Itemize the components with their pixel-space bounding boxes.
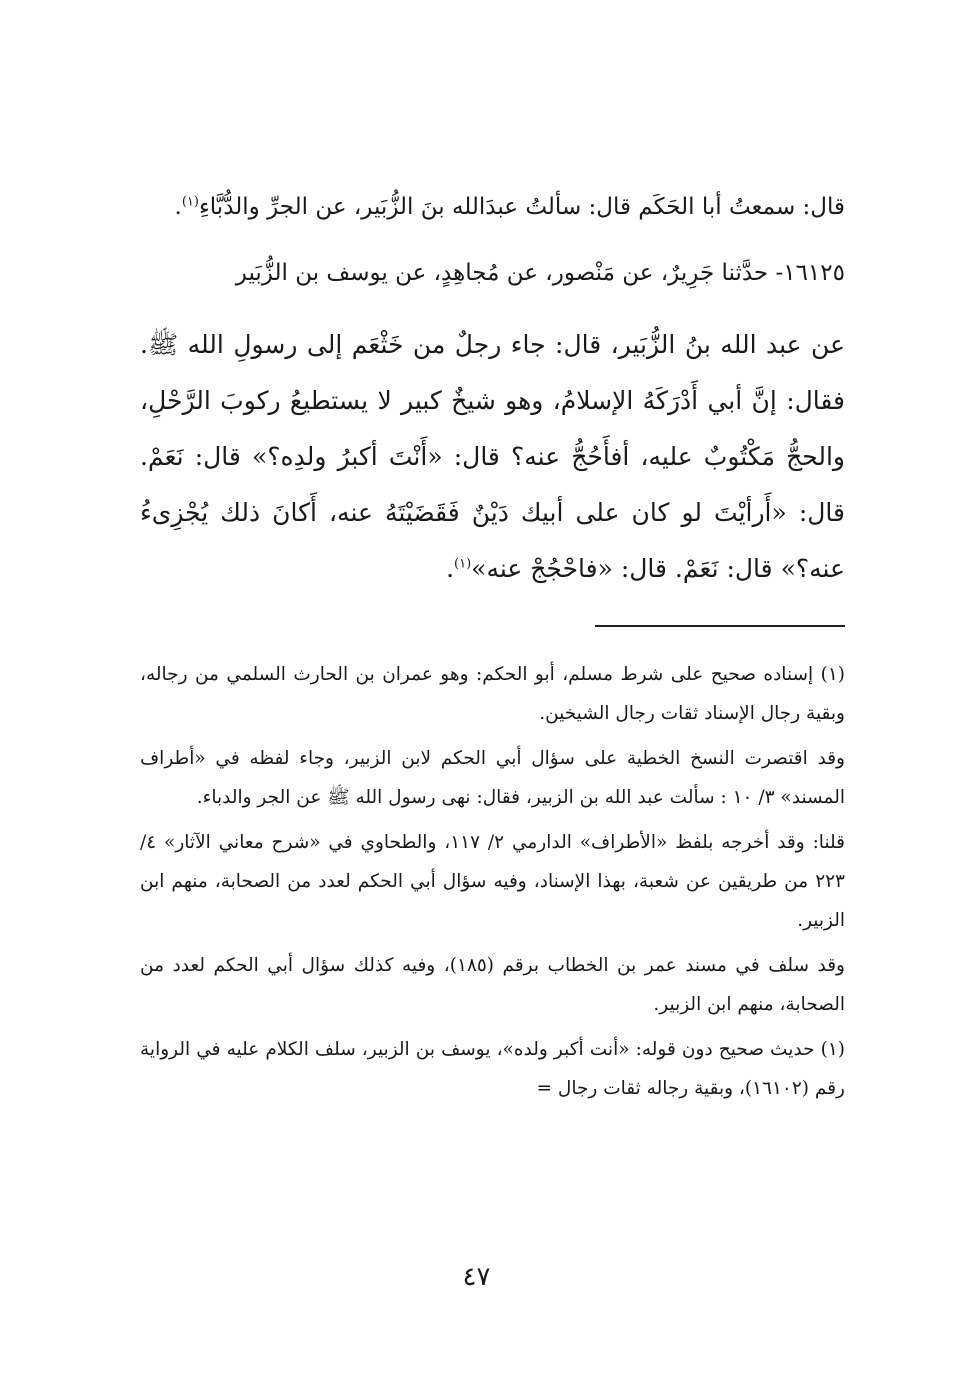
main-paragraph-1 (140, 185, 845, 229)
hadith-chain: ١٦١٢٥- حدَّثنا جَرِيرٌ، عن مَنْصور، عن مُجاهِدٍ، عن يوسف بن الزُّبَير (235, 260, 845, 286)
footnote-divider (595, 625, 845, 627)
page-body (140, 185, 845, 1114)
footnote-ref-1: (١) (181, 194, 199, 210)
footnote-2: (١) حديث صحيح دون قوله: «أنت أكبر ولده»، يوسف بن الزبير، سلف الكلام عليه في الرواية رقم (١٦١٠٢)، وبقية رجاله ثقات رجال = (140, 1039, 845, 1099)
footnote-1: (١) إسناده صحيح على شرط مسلم، أبو الحكم: وهو عمران بن الحارث السلمي من رجاله، وبقية رجال الإسناد ثقات رجال الشيخين. (140, 664, 845, 724)
footnote-1-continuation-a: وقد اقتصرت النسخ الخطية على سؤال أبي الحكم لابن الزبير، وجاء لفظه في «أطراف المسند» ٣/ ١٠ : سألت عبد الله بن الزبير، فقال: نهى رسول الله ﷺ عن الجر والدباء. (140, 748, 845, 808)
hadith-text-end: . (446, 554, 455, 583)
footnotes (140, 655, 845, 1108)
hadith-text-body: عن عبد الله بنُ الزُّبَير، قال: جاء رجلٌ من خَثْعَم إلى رسولِ الله ﷺ. فقال: إنَّ أبي أَدْرَكَهُ الإسلامُ، وهو شيخٌ كبير لا يستطيعُ ركوبَ الرَّحْلِ، والحجُّ مَكْتُوبٌ عليه، أفأَحُجُّ عنه؟ قال: «أَنْتَ أكبرُ ولدِه؟» قال: نَعَمْ. قال: «أَرأيْتَ لو كان على أبيك دَيْنٌ فَقَضَيْتَهُ عنه، أَكانَ ذلك يُجْزِىءُ عنه؟» قال: نَعَمْ. قال: «فاحْجُجْ عنه» (140, 330, 845, 583)
main-paragraph-1-end: . (174, 194, 182, 220)
footnote-1-continuation-b: قلنا: وقد أخرجه بلفظ «الأطراف» الدارمي ٢/ ١١٧، والطحاوي في «شرح معاني الآثار» ٤/ ٢٢٣ من طريقين عن شعبة، بهذا الإسناد، وفيه سؤال أبي الحكم لعدد من الصحابة، منهم ابن الزبير. (140, 832, 845, 931)
footnote-1-continuation-c: وقد سلف في مسند عمر بن الخطاب برقم (١٨٥)، وفيه كذلك سؤال أبي الحكم لعدد من الصحابة، منهم ابن الزبير. (140, 955, 845, 1015)
hadith-text (140, 317, 845, 597)
page-number: ٤٧ (462, 1262, 491, 1292)
main-paragraph-1-text: قال: سمعتُ أبا الحَكَم قال: سألتُ عبدَالله بنَ الزُّبَير، عن الجرِّ والدُّبَّاءِ (198, 194, 845, 220)
footnote-ref-2: (١) (454, 556, 472, 572)
